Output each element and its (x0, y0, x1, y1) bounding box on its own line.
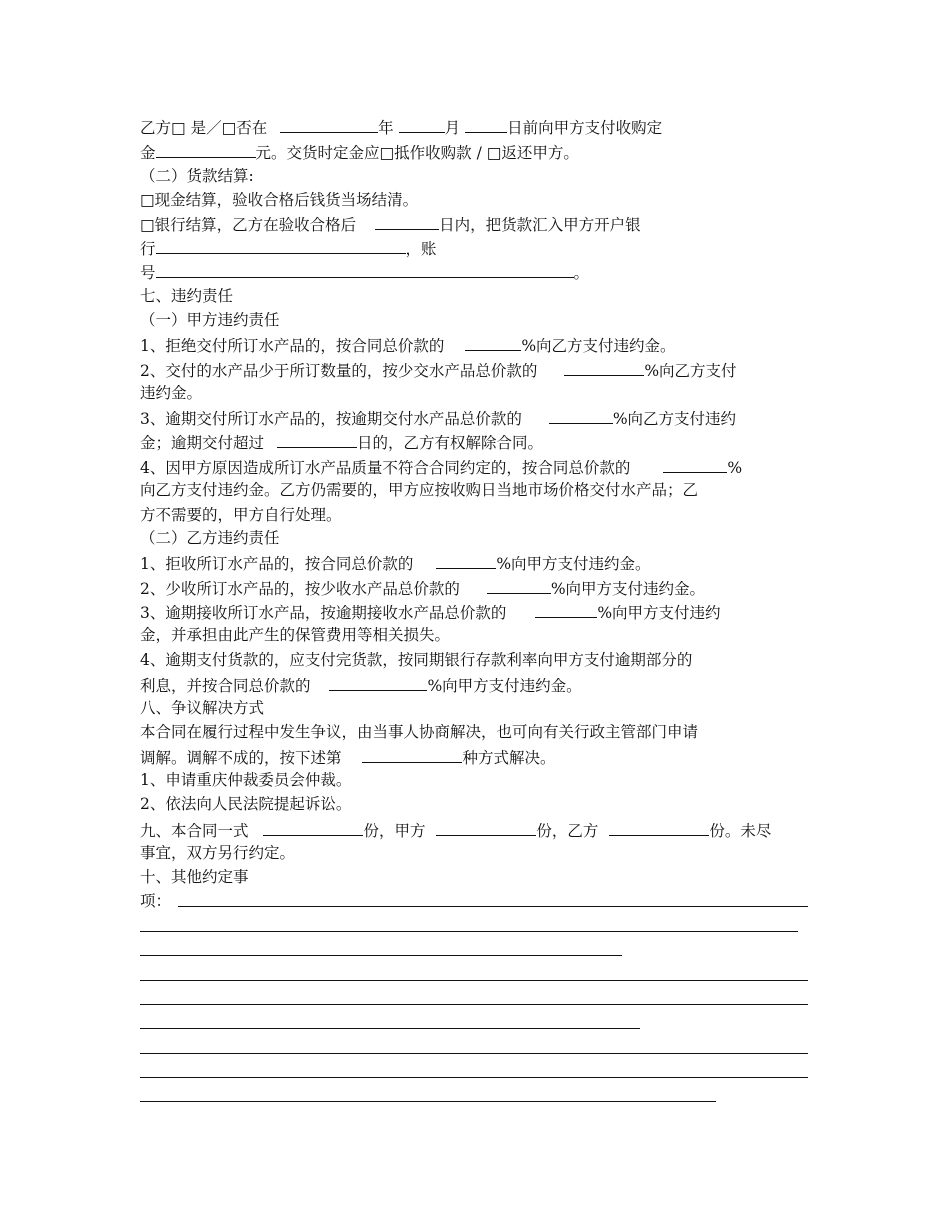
other-terms-label: 项： (140, 892, 172, 910)
text: 号 (140, 264, 156, 282)
text: 份。未尽 (709, 822, 772, 840)
text: 份，乙方 (536, 822, 599, 840)
blank-copies-party-b[interactable] (609, 819, 709, 836)
text: 利息，并按合同总价款的 (140, 677, 311, 695)
bank-name-line (140, 237, 437, 259)
text: %向甲方支付违约金。 (427, 677, 582, 695)
copies-line (140, 819, 771, 841)
blank-percent[interactable] (436, 552, 496, 569)
clause-a3 (140, 407, 736, 429)
copies-line-cont: 事宜，双方另行约定。 (140, 844, 296, 862)
text: 2、少收所订水产品的，按少收水产品总价款的 (140, 580, 460, 598)
account-number-line (140, 261, 589, 283)
text: 调解。调解不成的，按下述第 (140, 749, 342, 767)
dispute-option-1: 1、申请重庆仲裁委员会仲裁。 (140, 771, 352, 789)
text: 3、逾期交付所订水产品的，按逾期交付水产品总价款的 (140, 410, 522, 428)
other-terms-blank-line[interactable] (140, 1004, 808, 1005)
text: 种方式解决。 (462, 749, 556, 767)
text: ，账 (405, 240, 437, 258)
other-terms-blank-line[interactable] (140, 1053, 808, 1054)
other-terms-blank-line[interactable] (140, 980, 808, 981)
clause-b3-cont: 金，并承担由此产生的保管费用等相关损失。 (140, 626, 451, 644)
text: 1、拒绝交付所订水产品的，按合同总价款的 (140, 337, 445, 355)
clause-a4-cont-1: 向乙方支付违约金。乙方仍需要的，甲方应按收购日当地市场价格交付水产品；乙 (140, 481, 699, 499)
text: 行 (140, 240, 156, 258)
blank-account-number[interactable] (156, 261, 574, 278)
blank-percent[interactable] (535, 601, 597, 618)
dispute-option-2: 2、依法向人民法院提起诉讼。 (140, 795, 352, 813)
dispute-line-1: 本合同在履行过程中发生争议，由当事人协商解决，也可向有关行政主管部门申请 (140, 723, 699, 741)
cash-settlement-line: □现金结算，验收合格后钱货当场结清。 (140, 191, 419, 209)
blank-copies-total[interactable] (263, 819, 363, 836)
text: %向甲方支付违约金。 (550, 580, 706, 598)
blank-method-number[interactable] (362, 746, 462, 763)
text: 金 (140, 144, 156, 162)
text: %向乙方支付违约金。 (521, 337, 676, 355)
clause-b3 (140, 601, 721, 623)
blank-copies-party-a[interactable] (436, 819, 536, 836)
blank-percent[interactable] (329, 674, 427, 691)
text: %向乙方支付违约 (612, 410, 737, 428)
text: %向乙方支付 (644, 362, 737, 380)
clause-a4 (140, 456, 742, 478)
blank-year[interactable] (280, 116, 378, 133)
section-8-heading: 八、争议解决方式 (140, 699, 265, 717)
other-terms-blank-line[interactable] (140, 931, 798, 932)
text: 份，甲方 (363, 822, 426, 840)
text: 月 (444, 119, 461, 137)
clause-a1 (140, 334, 676, 356)
text: % (727, 459, 743, 477)
text: □银行结算，乙方在验收合格后 (140, 216, 357, 234)
text: 。 (573, 264, 590, 282)
text: 3、逾期接收所订水产品，按逾期接收水产品总价款的 (140, 604, 507, 622)
deposit-line-2 (140, 141, 579, 163)
blank-day[interactable] (465, 116, 507, 133)
text: 2、交付的水产品少于所订数量的，按少交水产品总价款的 (140, 362, 538, 380)
clause-b2 (140, 577, 705, 599)
clause-a2-cont: 违约金。 (140, 384, 203, 402)
clause-b4-cont (140, 674, 582, 696)
blank-percent[interactable] (564, 359, 644, 376)
deposit-line-1 (140, 116, 662, 138)
clause-b1 (140, 552, 651, 574)
text: 元。交货时定金应□抵作收购款 / □返还甲方。 (255, 144, 579, 162)
blank-days[interactable] (375, 213, 439, 230)
blank-days[interactable] (277, 431, 357, 448)
party-b-liability-heading: （二）乙方违约责任 (140, 529, 280, 547)
other-terms-blank-line[interactable] (140, 1101, 716, 1102)
blank-percent[interactable] (663, 456, 727, 473)
other-terms-blank-line[interactable] (178, 906, 808, 907)
dispute-line-2 (140, 746, 555, 768)
text: 4、因甲方原因造成所订水产品质量不符合合同约定的，按合同总价款的 (140, 459, 631, 477)
other-terms-blank-line[interactable] (140, 1077, 808, 1078)
clause-a2 (140, 359, 737, 381)
bank-settlement-line (140, 213, 641, 235)
section-payment-heading: （二）货款结算: (140, 167, 254, 185)
section-10-heading: 十、其他约定事 (140, 868, 249, 886)
blank-percent[interactable] (465, 334, 521, 351)
blank-percent[interactable] (487, 577, 551, 594)
blank-month[interactable] (399, 116, 445, 133)
clause-a3-cont (140, 431, 543, 453)
text: 日内，把货款汇入甲方开户银 (439, 216, 641, 234)
blank-deposit-amount[interactable] (156, 141, 256, 158)
clause-a4-cont-2: 方不需要的，甲方自行处理。 (140, 506, 342, 524)
text: 日的，乙方有权解除合同。 (356, 434, 543, 452)
text: 九、本合同一式 (140, 822, 249, 840)
other-terms-blank-line[interactable] (140, 1028, 640, 1029)
section-7-heading: 七、违约责任 (140, 287, 234, 305)
blank-percent[interactable] (549, 407, 613, 424)
other-terms-blank-line[interactable] (140, 955, 622, 956)
text: %向甲方支付违约 (597, 604, 721, 622)
blank-bank-name[interactable] (156, 237, 406, 254)
text: 年 (378, 119, 394, 137)
text: 1、拒收所订水产品的，按合同总价款的 (140, 555, 414, 573)
text: %向甲方支付违约金。 (496, 555, 651, 573)
text: 日前向甲方支付收购定 (507, 119, 663, 137)
text: 金；逾期交付超过 (140, 434, 265, 452)
text: 乙方□ 是／□否在 (140, 119, 268, 137)
clause-b4: 4、逾期支付货款的，应支付完货款，按同期银行存款利率向甲方支付逾期部分的 (140, 651, 693, 669)
party-a-liability-heading: （一）甲方违约责任 (140, 311, 280, 329)
